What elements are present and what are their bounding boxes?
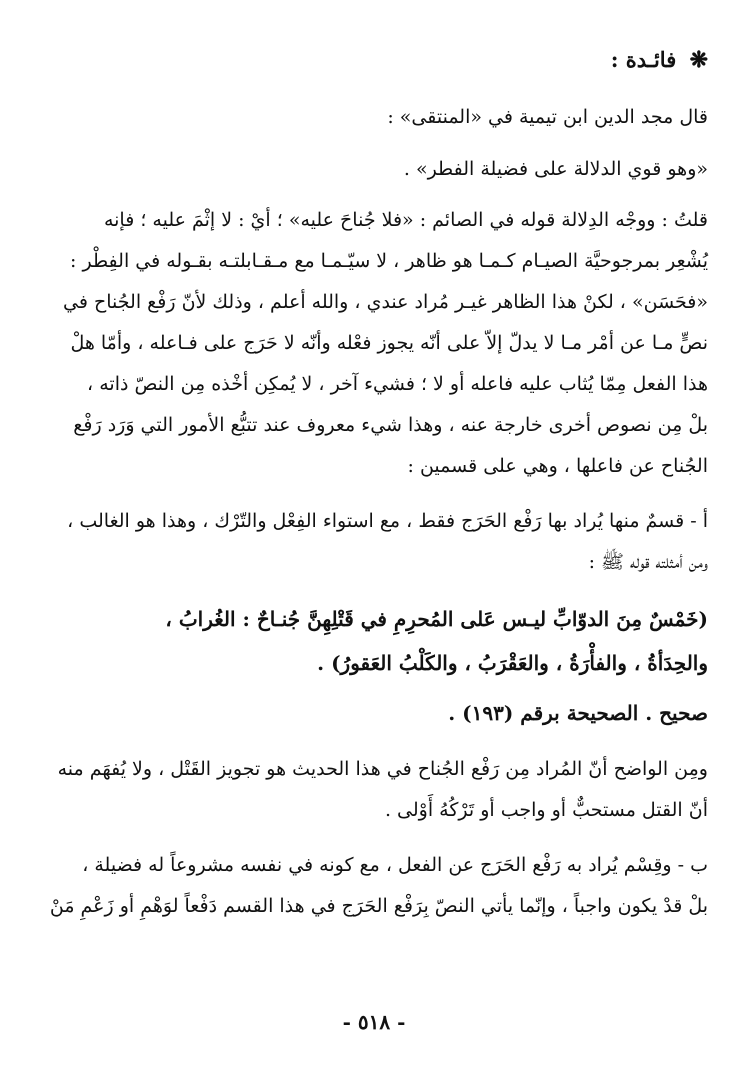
paragraph-line: أ - قسمٌ منها يُراد بها رَفْع الحَرَج فقط ، مع استواء الفِعْل والتّرْك ، وهذا هو الغالب ، bbox=[67, 510, 708, 532]
intro-line-1: قال مجد الدين ابن تيمية في «المنتقى» : bbox=[387, 106, 708, 128]
paragraph-line: «فحَسَن» ، لكنْ هذا الظاهر غيـر مُراد عندي ، والله أعلم ، وذلك لأنّ رَفْع الجُناح في bbox=[63, 291, 708, 313]
hadith-line: (خَمْسٌ مِنَ الدوّابِّ ليـس عَلى المُحرِمِ في قَتْلِهِنَّ جُنـاحٌ : الغُرابُ ، bbox=[165, 607, 708, 631]
heading-text: فائـدة : bbox=[610, 47, 677, 72]
paragraph-line: بلْ قدْ يكون واجباً ، وإنّما يأتي النصّ بِرَفْع الحَرَج في هذا القسم دَفْعاً لوَهْمِ أو زَعْمِ مَنْ bbox=[49, 895, 708, 917]
page-number: - ٥١٨ - bbox=[342, 1010, 406, 1034]
paragraph-line: يُشْعِر بمرجوحيَّة الصيـام كـمـا هو ظاهر ، لا سيّـمـا مع مـقـابلتـه بقـوله في الفِطْر : bbox=[70, 250, 708, 272]
hadith-quote bbox=[42, 597, 708, 685]
paragraph-line: هذا الفعل مِمّا يُثاب عليه فاعله أو لا ؛ فشيء آخر ، لا يُمكِن أخْذه مِن النصّ ذاته ، bbox=[87, 373, 708, 395]
paragraph-line: قلتُ : ووجْه الدِلالة قوله في الصائم : «فلا جُناحَ عليه» ؛ أيْ : لا إثْمَ عليه ؛ فإنه bbox=[103, 209, 708, 231]
section-heading bbox=[42, 42, 708, 78]
paragraph-line: نصٍّ مـا عن أمْر مـا لا يدلّ إلاّ على أنّه يجوز فعْله وأنّه لا حَرَج على فـاعله ، وأمّا هلْ bbox=[70, 332, 708, 354]
star-icon: ❋ bbox=[689, 47, 708, 73]
hadith-line: والحِدَأةُ ، والفأْرَةُ ، والعَقْرَبُ ، والكَلْبُ العَقورُ) . bbox=[317, 651, 708, 675]
paragraph-line: ومن أمثلته قوله ﷺ : bbox=[588, 551, 708, 573]
paragraph-line: ومِن الواضح أنّ المُراد مِن رَفْع الجُناح في هذا الحديث هو تجويز القَتْل ، ولا يُفهَم منه bbox=[57, 758, 708, 780]
paragraph-line: الجُناح عن فاعلها ، وهي على قسمين : bbox=[407, 455, 708, 477]
paragraph-line: ب - وقِسْم يُراد به رَفْع الحَرَج عن الفعل ، مع كونه في نفسه مشروعاً له فضيلة ، bbox=[82, 854, 708, 876]
paragraph-line: بلْ مِن نصوص أخرى خارجة عنه ، وهذا شيء معروف عند تتبُّع الأمور التي وَرَد رَفْع bbox=[73, 414, 708, 436]
paragraph-4 bbox=[42, 845, 708, 927]
paragraph-1 bbox=[42, 200, 708, 487]
hadith-source: صحيح . الصحيحة برقم (١٩٣) . bbox=[448, 701, 708, 725]
paragraph-3 bbox=[42, 749, 708, 831]
paragraph-2 bbox=[42, 501, 708, 583]
paragraph-line: أنّ القتل مستحبٌّ أو واجب أو تَرْكُهُ أَوْلى . bbox=[384, 799, 708, 821]
intro-line-2: «وهو قوي الدلالة على فضيلة الفطر» . bbox=[403, 158, 708, 180]
